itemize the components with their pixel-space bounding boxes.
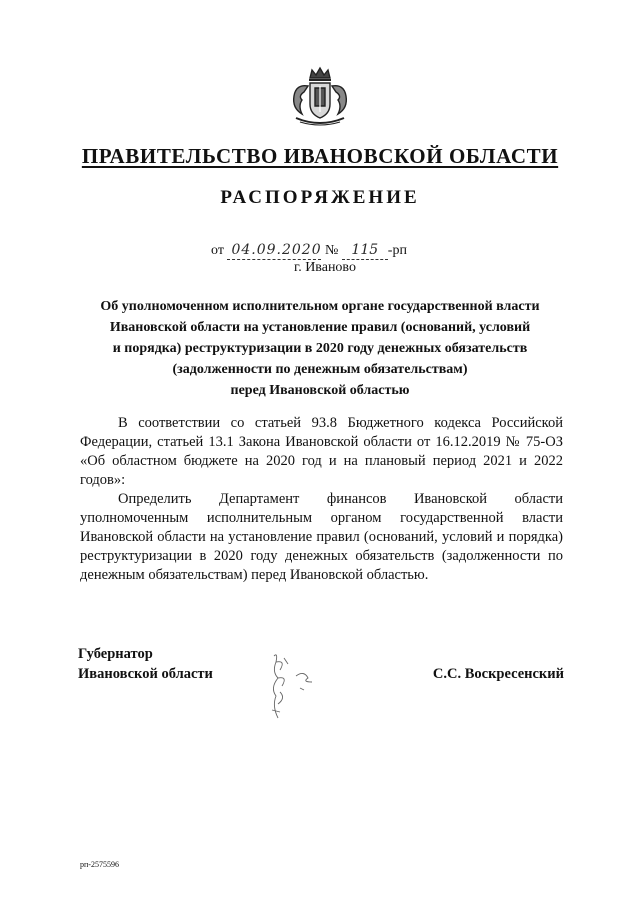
signatory-name: С.С. Воскресенский [432,666,564,682]
government-title: ПРАВИТЕЛЬСТВО ИВАНОВСКОЙ ОБЛАСТИ [81,144,559,168]
subject-line: перед Ивановской областью [230,383,410,398]
body-paragraph: В соответствии со статьей 93.8 Бюджетного кодекса Российской Федерации, статьей 13.1 Закона Ивановской области от 16.12.2019 № 75-ОЗ «Об областном бюджете на 2020 год и на плановый период 2021 и 2022 годов»: [80,415,563,488]
subject-line: Об уполномоченном исполнительном органе государственной власти [100,299,540,314]
signatory-role: Губернатор Ивановской области [78,646,213,682]
number-suffix: -рп [387,243,407,258]
subject-line: и порядка) реструктуризации в 2020 году денежных обязательств [112,341,528,356]
handwritten-signature-icon [266,648,322,726]
document-body [80,414,563,585]
signature-block [78,644,568,734]
body-paragraph: Определить Департамент финансов Ивановской области уполномоченным исполнительным органом государственной власти Ивановской области на установление правил (оснований, условий и порядка) реструктуризации в 2020 году денежных обязательств (задолженности по денежным обязательствам) перед Ивановской областью. [80,491,563,583]
registration-code: рп-2575596 [80,860,119,869]
coat-of-arms-icon [286,66,354,128]
subject-line: Ивановской области на установление правил (оснований, условий [109,320,531,335]
document-subject [80,296,560,401]
city: г. Иваново [294,260,356,275]
document-date: 04.09.2020 [227,241,321,260]
document-kind-heading: РАСПОРЯЖЕНИЕ [220,187,420,208]
document-number-line [211,241,407,260]
document-number: 115 [342,241,388,260]
number-prefix: № [324,243,339,258]
subject-line: (задолженности по денежным обязательствам) [172,362,468,377]
date-prefix: от [211,243,224,258]
